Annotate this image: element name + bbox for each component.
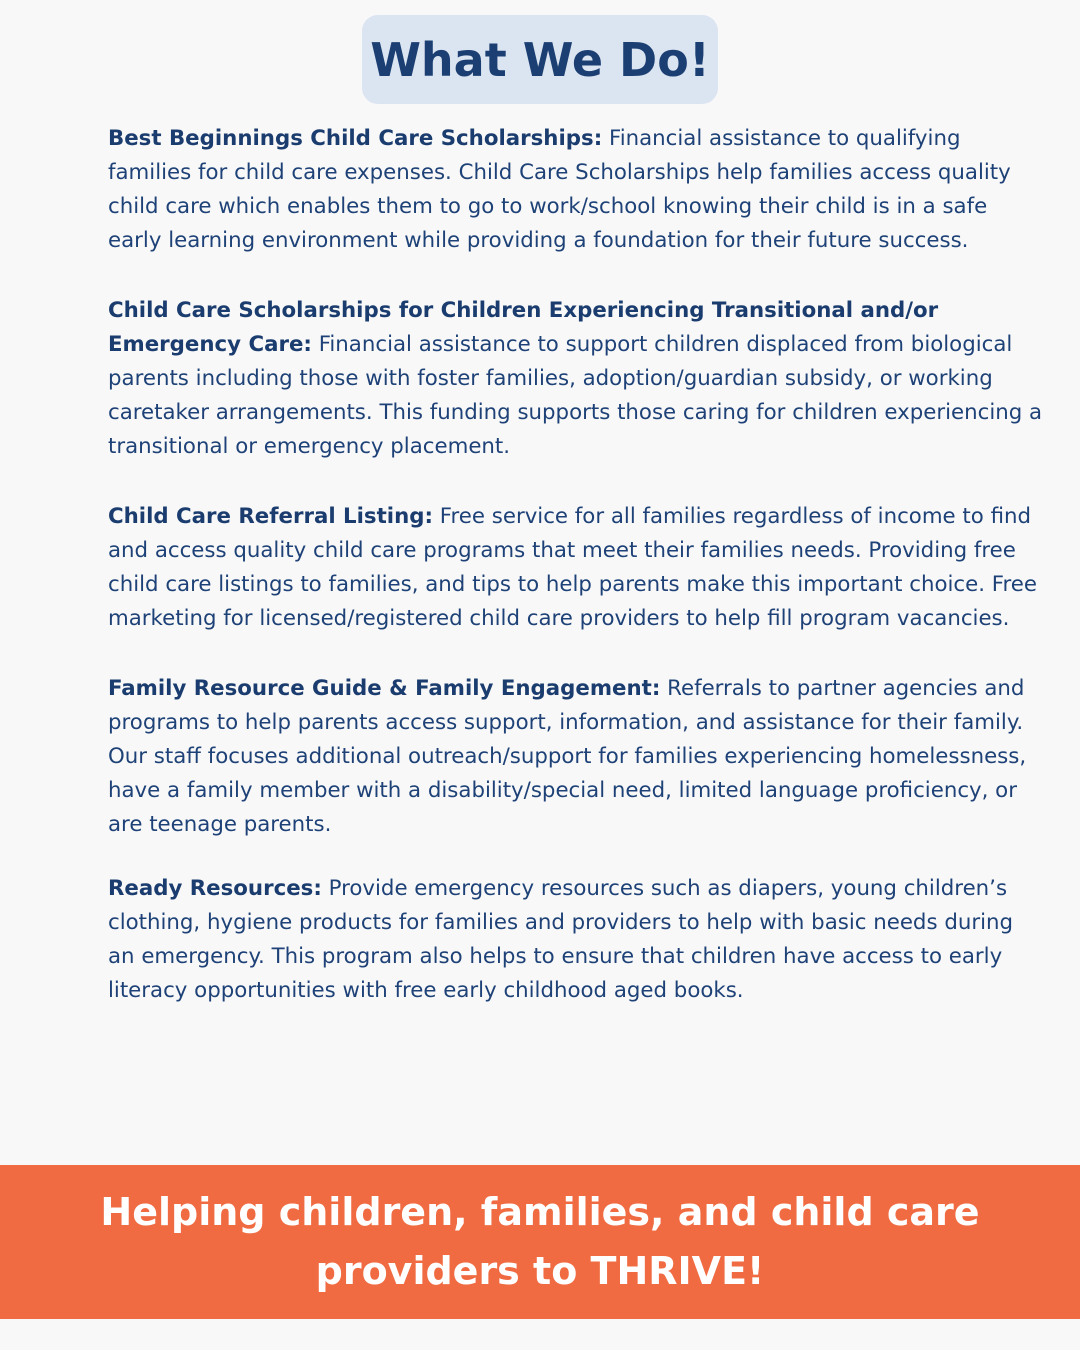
section-family-resource	[108, 672, 1043, 842]
section-heading: Best Beginnings Child Care Scholarships:	[108, 126, 603, 151]
title-box	[362, 15, 718, 104]
section-heading: Child Care Referral Listing:	[108, 504, 434, 529]
section-body: Referrals to partner agencies and programs to help parents access support, information, and assistance for their family. Our staff focuses additional outreach/support for families experiencing homelessness, have a family member with a disability/special need, limited language proficiency, or are teenage parents.	[108, 676, 1027, 837]
banner-text: Helping children, families, and child care providers to THRIVE!	[100, 1190, 980, 1293]
section-body: Financial assistance to support children displaced from biological parents including those with foster families, adoption/guardian subsidy, or working caretaker arrangements. This funding supports those caring for children experiencing a transitional or emergency placement.	[108, 332, 1043, 459]
section-scholarships	[108, 122, 1043, 258]
page-title: What We Do!	[370, 32, 710, 87]
section-heading: Ready Resources:	[108, 876, 322, 901]
content	[108, 122, 1043, 1044]
footer-banner	[0, 1165, 1080, 1319]
section-referral-listing	[108, 500, 1043, 636]
section-heading: Family Resource Guide & Family Engagement:	[108, 676, 661, 701]
section-body: Free service for all families regardless of income to find and access quality child care programs that meet their families needs. Providing free child care listings to families, and tips to help parents make this important choice. Free marketing for licensed/registered child care providers to help fill program vacancies.	[108, 504, 1037, 631]
section-body: Provide emergency resources such as diapers, young children’s clothing, hygiene products for families and providers to help with basic needs during an emergency. This program also helps to ensure that children have access to early literacy opportunities with free early childhood aged books.	[108, 876, 1014, 1003]
section-heading: Child Care Scholarships for Children Experiencing Transitional and/or Emergency Care:	[108, 298, 939, 357]
section-transitional-care	[108, 294, 1043, 464]
section-ready-resources	[108, 872, 1043, 1008]
section-body: Financial assistance to qualifying families for child care expenses. Child Care Scholarships help families access quality child care which enables them to go to work/school knowing their child is in a safe early learning environment while providing a foundation for their future success.	[108, 126, 1011, 253]
